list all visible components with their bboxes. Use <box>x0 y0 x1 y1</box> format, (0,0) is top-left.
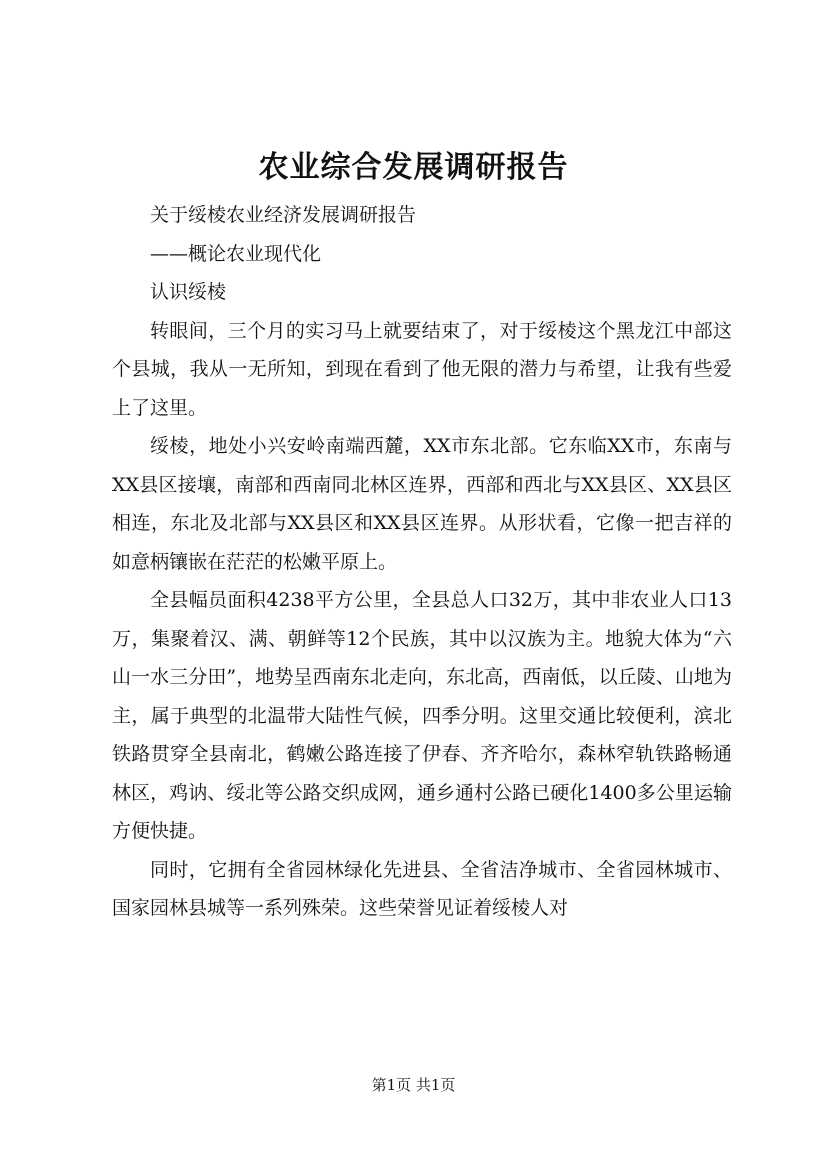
paragraph: ——概论农业现代化 <box>150 242 322 265</box>
paragraph: 关于绥棱农业经济发展调研报告 <box>150 204 417 226</box>
paragraph: 全县幅员面积4238平方公里，全县总人口32万，其中非农业人口13万，集聚着汉、满、朝鲜等12个民族，其中以汉族为主。地貌大体为“六山一水三分田”，地势呈西南东北走向，东北高，西南低，以丘陵、山地为主，属于典型的北温带大陆性气候，四季分明。这里交通比较便利，滨北铁路贯穿全县南北，鹤嫩公路连接了伊春、齐齐哈尔，森林窄轨铁路畅通林区，鸡讷、绥北等公路交织成网，通乡通村公路已硬化1400多公里运输方便快捷。 <box>112 589 732 842</box>
page-footer: 第1页 共1页 <box>371 1076 456 1094</box>
paragraph: 转眼间，三个月的实习马上就要结束了，对于绥棱这个黑龙江中部这个县城，我从一无所知，到现在看到了他无限的潜力与希望，让我有些爱上了这里。 <box>112 319 732 419</box>
document-title: 农业综合发展调研报告 <box>258 150 569 185</box>
paragraph: 绥棱，地处小兴安岭南端西麓，XX市东北部。它东临XX市，东南与XX县区接壤，南部和西南同北林区连界，西部和西北与XX县区、XX县区相连，东北及北部与XX县区和XX县区连界。从形状看，它像一把吉祥的如意柄镶嵌在茫茫的松嫩平原上。 <box>112 435 732 573</box>
paragraph: 认识绥棱 <box>150 281 227 303</box>
paragraph: 同时，它拥有全省园林绿化先进县、全省洁净城市、全省园林城市、国家园林县城等一系列殊荣。这些荣誉见证着绥棱人对 <box>112 858 732 919</box>
document-body <box>112 196 732 928</box>
